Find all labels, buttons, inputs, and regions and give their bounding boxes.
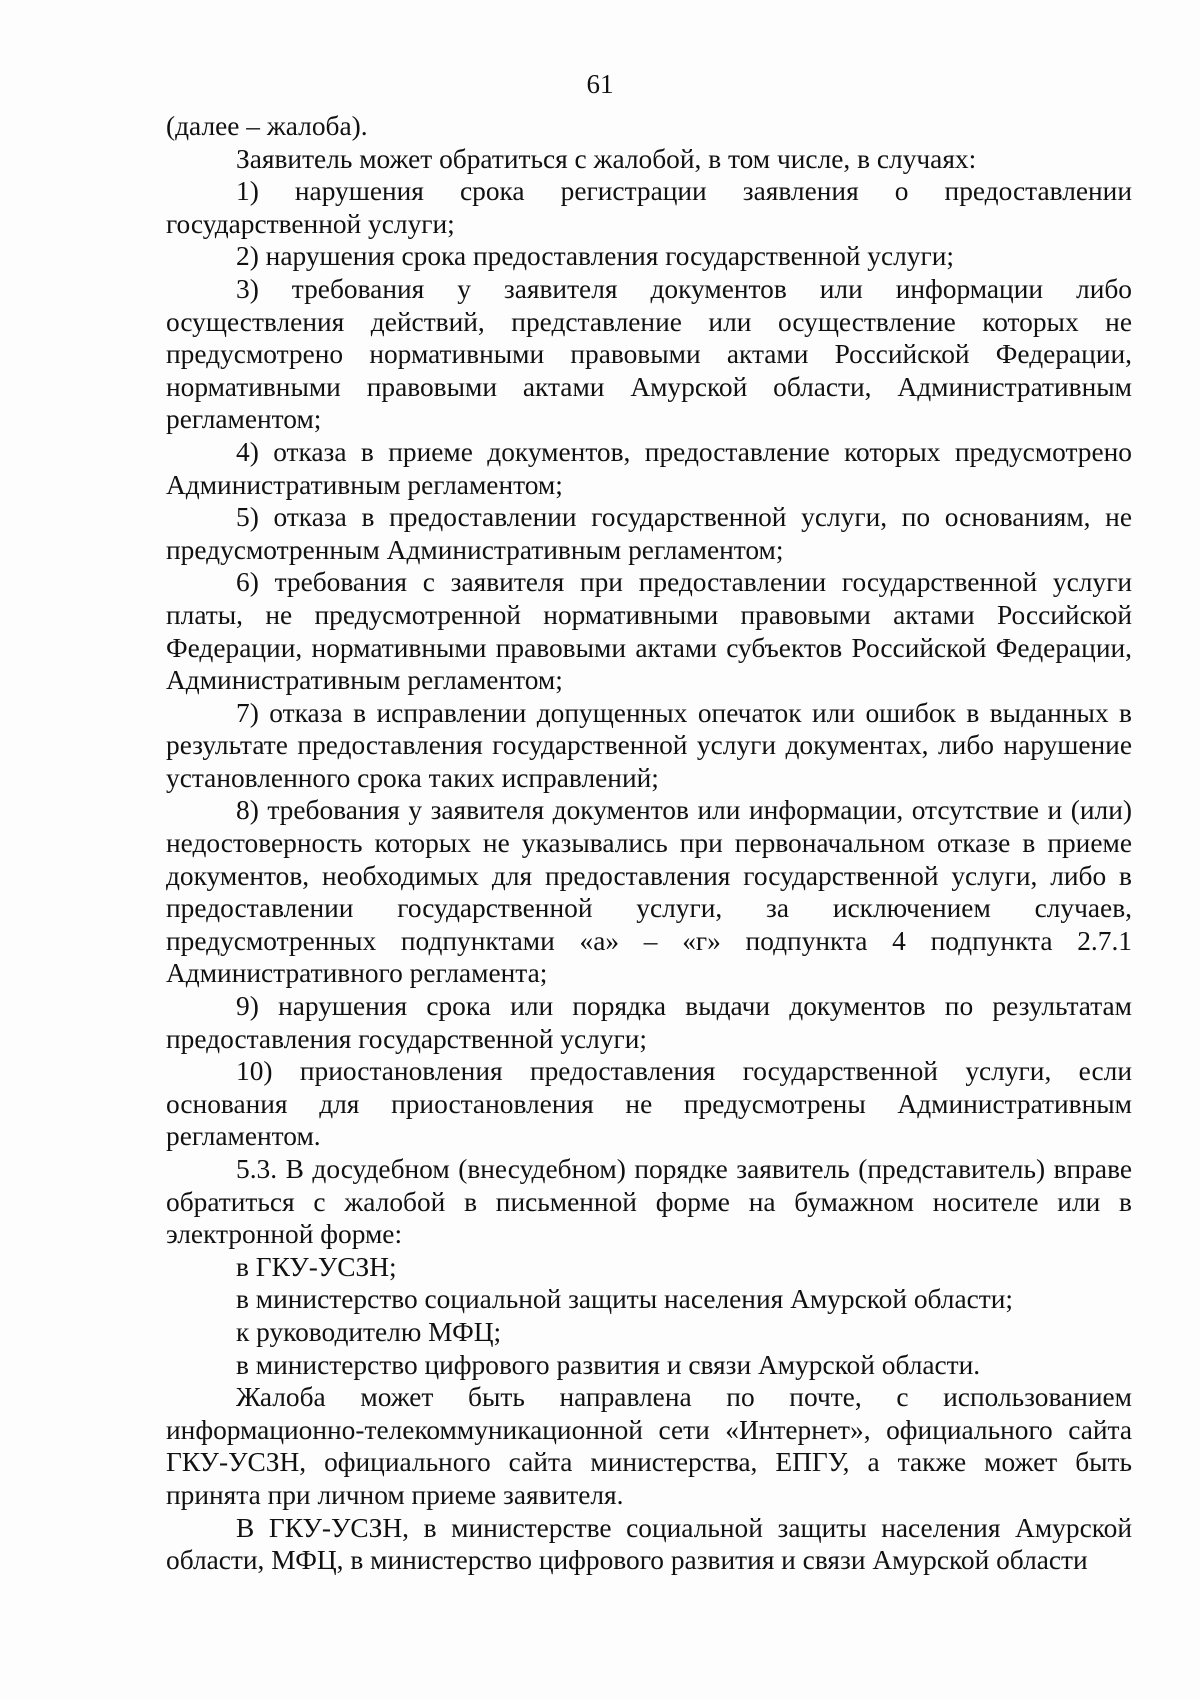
list-item-10: 10) приостановления предоставления государственной услуги, если основания для приостановления не предусмотрены Административным регламентом. bbox=[166, 1056, 1132, 1152]
page-number: 61 bbox=[586, 69, 614, 99]
list-item-8: 8) требования у заявителя документов или информации, отсутствие и (или) недостоверность которых не указывались при первоначальном отказе в приеме документов, необходимых для предоставления государственной услуги, либо в предоставлении государственной услуги, за исключением случаев, предусмотренных подпунктами «а» – «г» подпункта 4 подпункта 2.7.1 Административного регламента; bbox=[166, 795, 1132, 989]
document-body bbox=[166, 110, 1132, 1577]
section-5-3: 5.3. В досудебном (внесудебном) порядке заявитель (представитель) вправе обратиться с жалобой в письменной форме на бумажном носителе или в электронной форме: bbox=[166, 1154, 1132, 1250]
paragraph-continuation: (далее – жалоба). bbox=[166, 111, 368, 141]
list-item-3: 3) требования у заявителя документов или информации либо осуществления действий, представление или осуществление которых не предусмотрено нормативными правовыми актами Российской Федерации, нормативными правовыми актами Амурской области, Административным регламентом; bbox=[166, 273, 1132, 435]
recipient-gku-uszn: в ГКУ-УСЗН; bbox=[236, 1251, 397, 1282]
paragraph-submission-methods: Жалоба может быть направлена по почте, с использованием информационно-телекоммуникационной сети «Интернет», официального сайта ГКУ-УСЗН, официального сайта министерства, ЕПГУ, а также может быть принята при личном приеме заявителя. bbox=[166, 1382, 1132, 1510]
list-item-1: 1) нарушения срока регистрации заявления о предоставлении государственной услуги; bbox=[166, 176, 1132, 239]
paragraph-intro: Заявитель может обратиться с жалобой, в том числе, в случаях: bbox=[236, 143, 977, 174]
paragraph-continues: В ГКУ-УСЗН, в министерстве социальной защиты населения Амурской области, МФЦ, в министерство цифрового развития и связи Амурской области bbox=[166, 1512, 1132, 1576]
list-item-9: 9) нарушения срока или порядка выдачи документов по результатам предоставления государственной услуги; bbox=[166, 991, 1132, 1054]
list-item-6: 6) требования с заявителя при предоставлении государственной услуги платы, не предусмотренной нормативными правовыми актами Российской Федерации, нормативными правовыми актами субъектов Российской Федерации, Административным регламентом; bbox=[166, 567, 1132, 696]
list-item-2: 2) нарушения срока предоставления государственной услуги; bbox=[236, 241, 954, 272]
recipient-ministry-digital: в министерство цифрового развития и связи Амурской области. bbox=[236, 1349, 981, 1380]
list-item-4: 4) отказа в приеме документов, предоставление которых предусмотрено Административным регламентом; bbox=[166, 436, 1132, 500]
list-item-5: 5) отказа в предоставлении государственной услуги, по основаниям, не предусмотренным Административным регламентом; bbox=[166, 502, 1132, 565]
list-item-7: 7) отказа в исправлении допущенных опечаток или ошибок в выданных в результате предоставления государственной услуги документах, либо нарушение установленного срока таких исправлений; bbox=[166, 697, 1132, 793]
recipient-ministry-social: в министерство социальной защиты населения Амурской области; bbox=[236, 1284, 1014, 1315]
recipient-mfc-head: к руководителю МФЦ; bbox=[236, 1316, 502, 1347]
